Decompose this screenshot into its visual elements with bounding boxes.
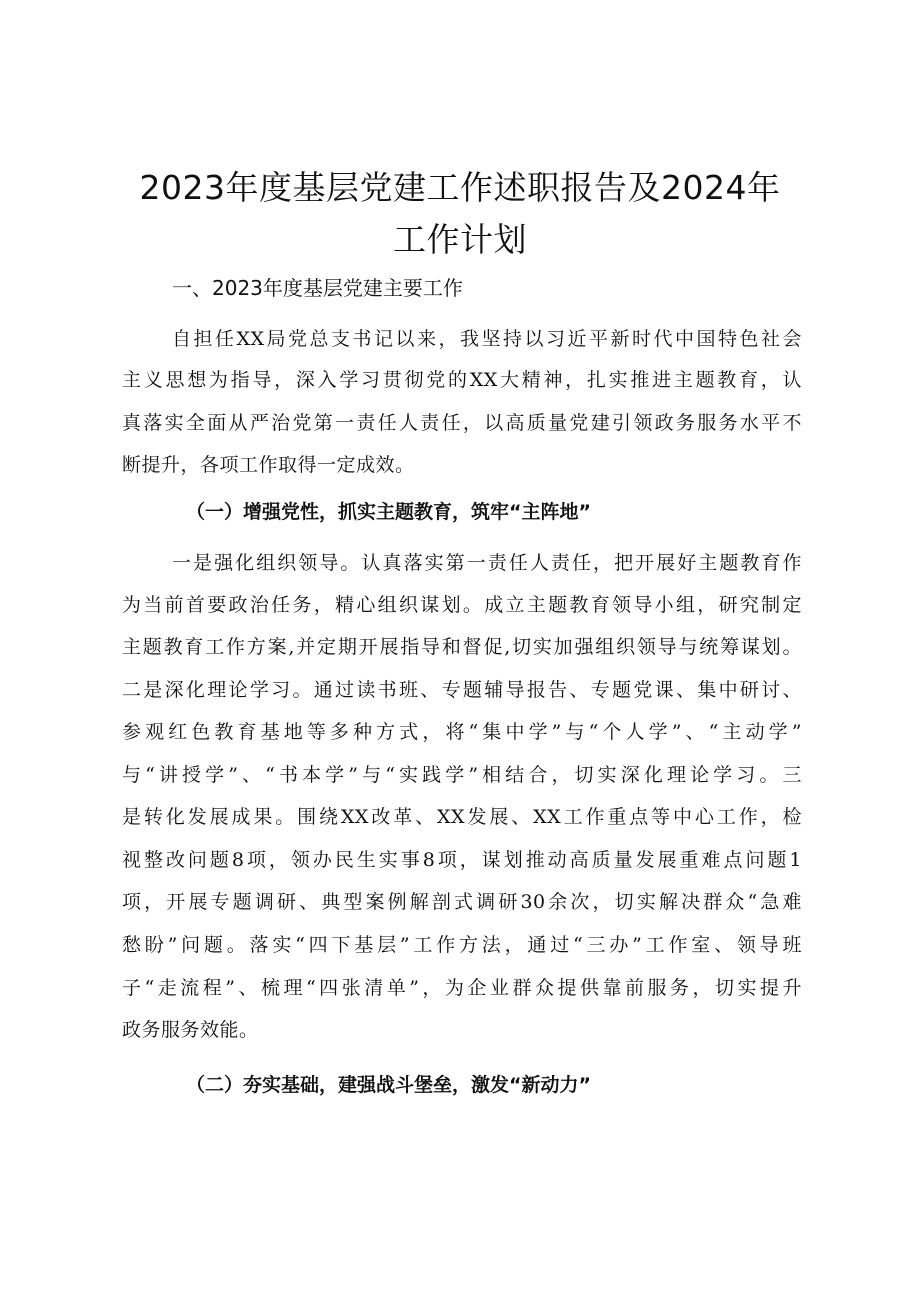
subsection1-paragraph-line: 与“讲授学”、“书本学”与“实践学”相结合，切实深化理论学习。三 xyxy=(122,764,802,786)
subsection1-paragraph-line: 一是强化组织领导。认真落实第一责任人责任，把开展好主题教育作 xyxy=(172,552,802,574)
subsection1-paragraph-line: 愁盼”问题。落实“四下基层”工作方法，通过“三办”工作室、领导班 xyxy=(122,934,802,956)
subsection1-paragraph-line: 子“走流程”、梳理“四张清单”，为企业群众提供靠前服务，切实提升 xyxy=(122,977,802,999)
subsection1-paragraph-line: 主题教育工作方案,并定期开展指导和督促,切实加强组织领导与统筹谋划。 xyxy=(122,636,802,658)
subsection1-paragraph-line: 项，开展专题调研、典型案例解剖式调研30余次，切实解决群众“急难 xyxy=(122,891,802,913)
subsection1-paragraph-line: 视整改问题8项，领办民生实事8项，谋划推动高质量发展重难点问题1 xyxy=(122,849,802,871)
subsection-heading-2: （二）夯实基础，建强战斗堡垒，激发“新动力” xyxy=(186,1074,591,1096)
document-title-line-2: 工作计划 xyxy=(393,220,527,259)
intro-paragraph-line: 自担任XX局党总支书记以来，我坚持以习近平新时代中国特色社会 xyxy=(172,328,802,350)
section-heading-1: 一、2023年度基层党建主要工作 xyxy=(172,276,463,300)
subsection1-paragraph-line: 参观红色教育基地等多种方式，将“集中学”与“个人学”、“主动学” xyxy=(122,721,802,743)
intro-paragraph-line: 断提升，各项工作取得一定成效。 xyxy=(122,454,415,476)
document-title-line-1: 2023年度基层党建工作述职报告及2024年 xyxy=(139,168,781,207)
subsection1-paragraph-line: 政务服务效能。 xyxy=(122,1019,259,1041)
subsection-heading-1: （一）增强党性，抓实主题教育，筑牢“主阵地” xyxy=(186,501,591,523)
intro-paragraph-line: 主义思想为指导，深入学习贯彻党的XX大精神，扎实推进主题教育，认 xyxy=(122,369,802,391)
subsection1-paragraph-line: 二是深化理论学习。通过读书班、专题辅导报告、专题党课、集中研讨、 xyxy=(122,679,802,701)
intro-paragraph-line: 真落实全面从严治党第一责任人责任，以高质量党建引领政务服务水平不 xyxy=(122,412,802,434)
subsection1-paragraph-line: 为当前首要政治任务，精心组织谋划。成立主题教育领导小组，研究制定 xyxy=(122,594,802,616)
subsection1-paragraph-line: 是转化发展成果。围绕XX改革、XX发展、XX工作重点等中心工作，检 xyxy=(122,806,802,828)
